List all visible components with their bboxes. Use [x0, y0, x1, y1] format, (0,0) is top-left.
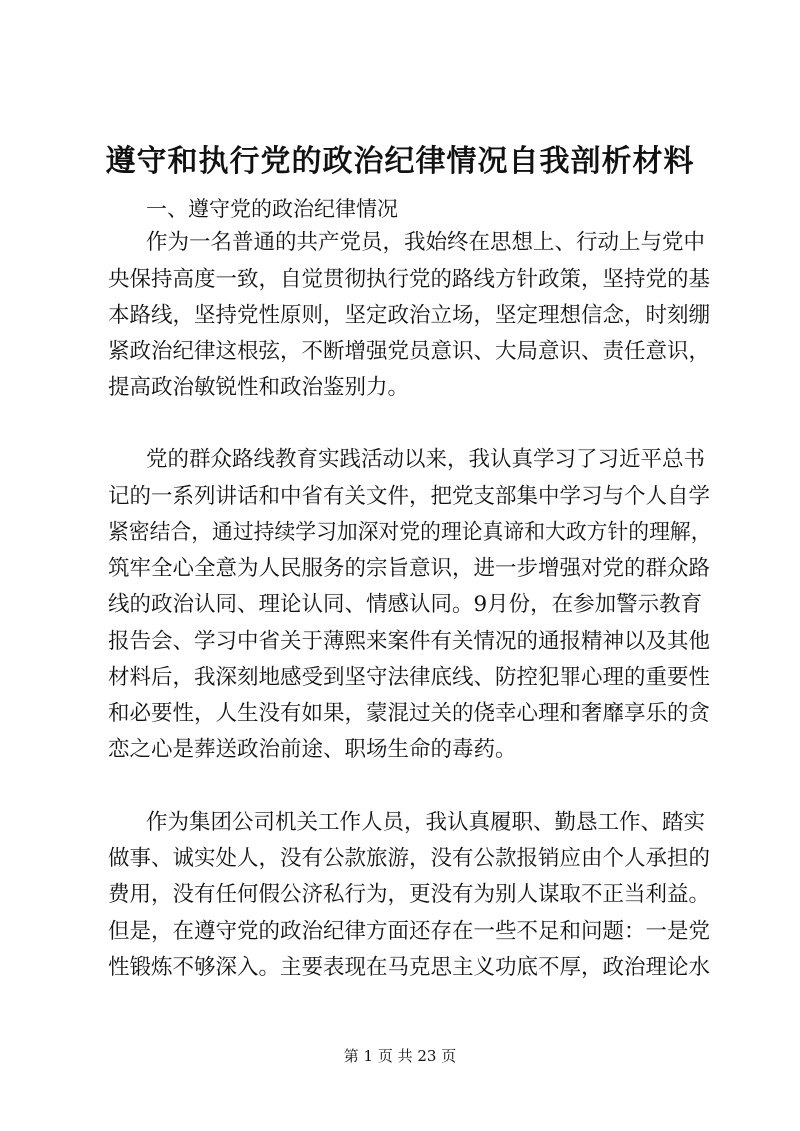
- paragraph-line: 报告会、学习中省关于薄熙来案件有关情况的通报精神以及其他: [108, 629, 711, 654]
- paragraph-line: 做事、诚实处人，没有公款旅游，没有公款报销应由个人承担的: [108, 846, 711, 871]
- paragraph-line: 性锻炼不够深入。主要表现在马克思主义功底不厚，政治理论水: [108, 955, 711, 980]
- paragraph-line: 记的一系列讲话和中省有关文件，把党支部集中学习与个人自学: [108, 484, 711, 509]
- paragraph-line: 费用，没有任何假公济私行为，更没有为别人谋取不正当利益。: [108, 882, 711, 907]
- paragraph-line: 紧密结合，通过持续学习加深对党的理论真谛和大政方针的理解，: [108, 520, 712, 545]
- paragraph-line: 筑牢全心全意为人民服务的宗旨意识，进一步增强对党的群众路: [108, 556, 711, 581]
- paragraph-line: 恋之心是葬送政治前途、职场生命的毒药。: [108, 737, 517, 762]
- paragraph-line: 线的政治认同、理论认同、情感认同。9月份，在参加警示教育: [108, 592, 703, 617]
- paragraph-line: 央保持高度一致，自觉贯彻执行党的路线方针政策，坚持党的基: [108, 267, 711, 292]
- paragraph-line: 提高政治敏锐性和政治鉴别力。: [108, 375, 410, 400]
- paragraph-line: 紧政治纪律这根弦，不断增强党员意识、大局意识、责任意识，: [108, 339, 711, 364]
- document-title: 遵守和执行党的政治纪律情况自我剖析材料: [105, 144, 695, 179]
- paragraph-line: 本路线，坚持党性原则，坚定政治立场，坚定理想信念，时刻绷: [108, 303, 711, 328]
- page-number: 第 1 页 共 23 页: [343, 1047, 457, 1065]
- section-heading: 一、遵守党的政治纪律情况: [146, 197, 398, 221]
- paragraph-line: 材料后，我深刻地感受到坚守法律底线、防控犯罪心理的重要性: [108, 665, 711, 690]
- paragraph-line: 作为一名普通的共产党员，我始终在思想上、行动上与党中: [146, 230, 706, 255]
- paragraph-line: 和必要性，人生没有如果，蒙混过关的侥幸心理和奢靡享乐的贪: [108, 701, 711, 726]
- paragraph-line: 但是，在遵守党的政治纪律方面还存在一些不足和问题：一是党: [108, 919, 711, 944]
- paragraph-line: 作为集团公司机关工作人员，我认真履职、勤恳工作、踏实: [146, 810, 706, 835]
- paragraph-line: 党的群众路线教育实践活动以来，我认真学习了习近平总书: [146, 447, 706, 472]
